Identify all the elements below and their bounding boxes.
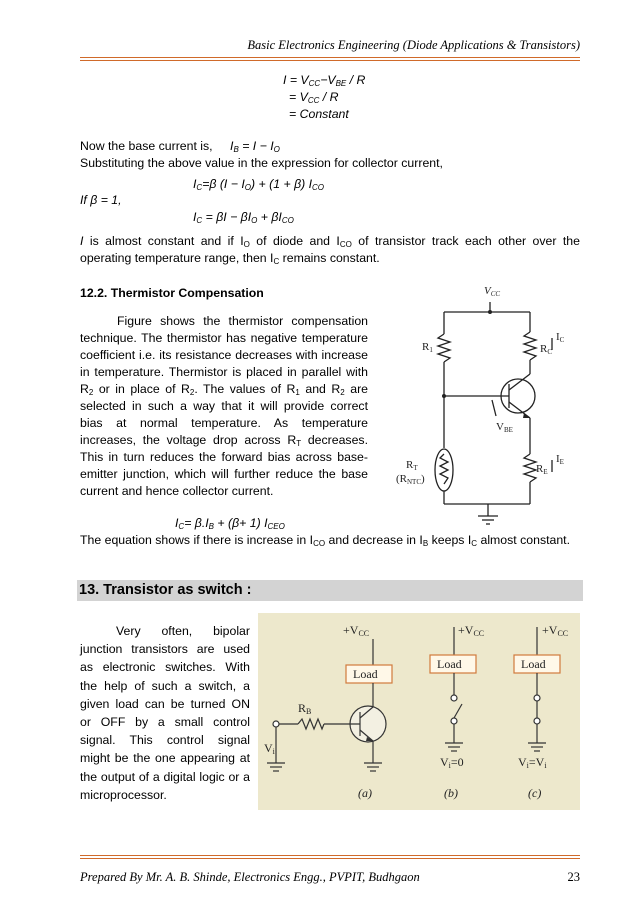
vcc-label-b: +VCC xyxy=(458,623,485,638)
load-label-b: Load xyxy=(437,657,462,671)
ic-label: IC xyxy=(556,331,565,344)
vi-label-c: Vi=Vi xyxy=(518,755,547,770)
thermistor-circuit-figure xyxy=(392,278,582,530)
equation-explanation: The equation shows if there is increase in $I_{CO}$ and decrease in $I_B$ keeps $I_C$ almost constant. xyxy=(80,533,571,548)
vcc-label-c: +VCC xyxy=(542,623,569,638)
page-header: Basic Electronics Engineering (Diode Applications & Transistors) xyxy=(247,38,580,52)
vbe-label: VBE xyxy=(496,421,513,434)
footer-text: Prepared By Mr. A. B. Shinde, Electronics Engg., PVPIT, Budhgaon xyxy=(80,870,420,884)
vi-label-a: Vi xyxy=(264,741,275,756)
vcc-label: VCC xyxy=(484,285,501,298)
equation-collector-1: $I_C=\beta$ $(I - I_O) + (1 + \beta)$ $I_{CO}$ xyxy=(193,177,325,192)
rt-label: RT xyxy=(406,459,418,472)
vi-label-b: Vi=0 xyxy=(440,755,464,770)
base-current-line: Now the base current is, $I_B = I - I_O$ xyxy=(80,139,280,154)
caption-c: (c) xyxy=(528,786,542,800)
section-heading-switch: 13. Transistor as switch : xyxy=(77,580,583,601)
if-beta-line: If β = 1, xyxy=(80,193,122,207)
rc-label: RC xyxy=(540,343,553,356)
equation-current-2: = $V_{CC}$ / R xyxy=(289,90,339,105)
equation-current-3: = Constant xyxy=(289,107,349,121)
switch-circuit-figure xyxy=(258,613,580,810)
rntc-label: (RNTC) xyxy=(396,473,425,486)
footer-rule-1 xyxy=(80,855,580,856)
vcc-label-a: +VCC xyxy=(343,623,370,638)
section-heading-thermistor: 12.2. Thermistor Compensation xyxy=(80,286,264,300)
page-number: 23 xyxy=(567,870,580,884)
equation-ceo: $I_C= \beta.I_B + (\beta+ 1)$ $I_{CEO}$ xyxy=(175,516,285,531)
header-rule-1 xyxy=(80,57,580,58)
rb-label: RB xyxy=(298,701,312,716)
caption-a: (a) xyxy=(358,786,372,800)
ie-label: IE xyxy=(556,453,564,466)
equation-collector-2: $I_C = \beta I - \beta I_O + \beta I_{CO}$ xyxy=(193,210,294,225)
load-label-c: Load xyxy=(521,657,546,671)
constant-paragraph: I is almost constant and if $I_O$ of diode and $I_{CO}$ of transistor track each other over the operating temperature range, then $I_C$ remains constant. xyxy=(80,234,580,266)
footer-rule-2 xyxy=(80,858,580,859)
equation-current: $I = V_{CC}-V_{BE} / R$ xyxy=(283,73,366,88)
caption-b: (b) xyxy=(444,786,458,800)
re-label: RE xyxy=(536,463,548,476)
r1-label: R1 xyxy=(422,341,433,354)
substitution-line: Substituting the above value in the expression for collector current, xyxy=(80,156,443,170)
load-label-a: Load xyxy=(353,667,378,681)
switch-paragraph: Very often, bipolar junction transistors are used as electronic switches. With the help of such a switch, a given load can be turned ON or OFF by a small control signal. This control signal might be the one appearing at the output of a digital logic or a microprocessor. xyxy=(80,624,250,802)
page-footer xyxy=(80,870,580,885)
header-rule-2 xyxy=(80,60,580,61)
thermistor-paragraph: Figure shows the thermistor compensation technique. The thermistor has negative temperature coefficient i.e. its resistance decreases with increase in temperature. Thermistor is placed in parallel with $R_2$ or in place of $R_2$. The values of $R_1$ and $R_2$ are selected in such a way that it will provide correct bias at normal temperature. As temperature increases, the voltage drop across $R_T$ decreases. This in turn reduces the forward bias across base-emitter junction, which will further reduce the base current and hence collector current. xyxy=(80,314,369,498)
